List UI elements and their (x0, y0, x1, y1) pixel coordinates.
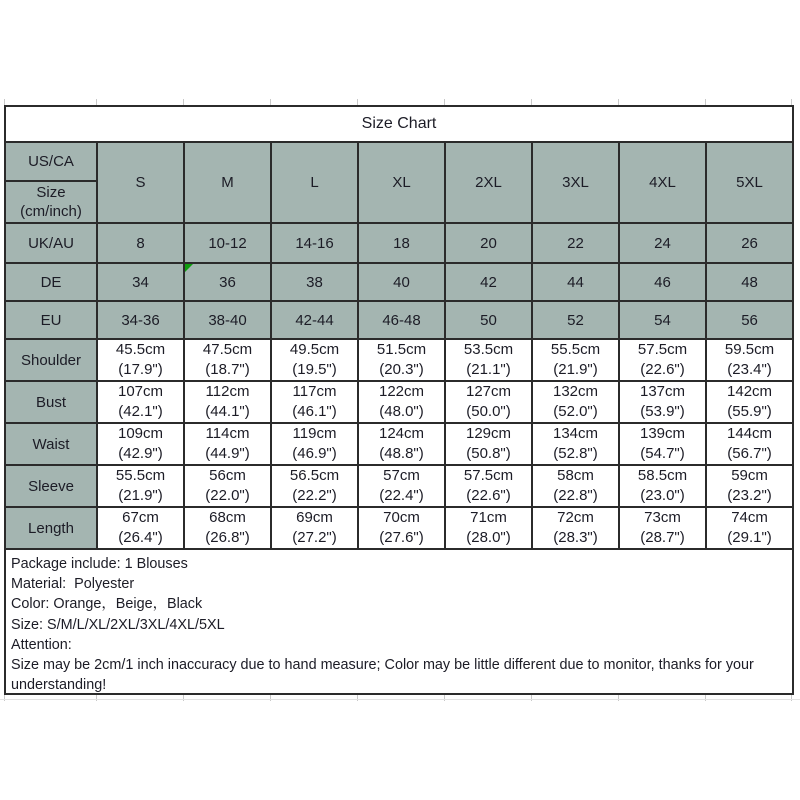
size-cell (620, 302, 707, 340)
size-cell-value: 8 (136, 234, 145, 252)
size-column-header: S (98, 143, 185, 224)
measure-cm-value: 71cm (470, 509, 507, 526)
row-label: Sleeve (6, 466, 98, 508)
size-cell-value: 52 (567, 311, 584, 329)
size-cell-value: 10-12 (208, 234, 247, 252)
measure-inch-value: (54.7") (640, 445, 685, 462)
measure-inch-value: (52.8") (553, 445, 598, 462)
measure-inch-value: (46.1") (292, 403, 337, 420)
gridline-stub (791, 695, 792, 701)
size-column-header: L (272, 143, 359, 224)
measure-inch-value: (48.8") (379, 445, 424, 462)
gridline-stub (270, 695, 271, 701)
size-cell (620, 264, 707, 302)
measure-cm-value: 56.5cm (289, 467, 340, 484)
measure-inch-value: (56.7") (727, 445, 772, 462)
measure-cell (272, 340, 359, 382)
measure-cm-value: 73cm (644, 509, 681, 526)
size-cell (446, 264, 533, 302)
measure-cm-value: 69cm (296, 509, 333, 526)
measure-cm-value: 144cm (727, 425, 773, 442)
measure-cell (533, 466, 620, 508)
row-label: Waist (6, 424, 98, 466)
measure-cell (98, 382, 185, 424)
measure-cell (185, 382, 272, 424)
measure-inch-value: (22.6") (640, 361, 685, 378)
gridline-stub (357, 695, 358, 701)
measure-cell (533, 424, 620, 466)
measure-cm-value: 47.5cm (202, 341, 253, 358)
measure-cell (707, 424, 794, 466)
row-label: Shoulder (6, 340, 98, 382)
row-label: UK/AU (6, 224, 98, 264)
corner-header-bottom (6, 182, 96, 222)
measure-cm-value: 57cm (383, 467, 420, 484)
measure-cm-value: 70cm (383, 509, 420, 526)
measure-cell (620, 424, 707, 466)
measure-cell (446, 508, 533, 550)
size-chart-table (4, 105, 794, 550)
measure-cm-value: 134cm (552, 425, 599, 442)
size-cell-value: 36 (219, 273, 236, 291)
measure-inch-value: (48.0") (379, 403, 424, 420)
measure-cell (98, 466, 185, 508)
size-cell (98, 264, 185, 302)
measure-cm-value: 57.5cm (637, 341, 688, 358)
measure-cell (446, 466, 533, 508)
note-line: Attention: (11, 636, 72, 653)
measure-inch-value: (50.8") (466, 445, 511, 462)
size-cell (98, 302, 185, 340)
product-notes-box (4, 550, 794, 695)
measure-cm-value: 137cm (639, 383, 686, 400)
measure-cm-value: 45.5cm (115, 341, 166, 358)
size-cell (446, 302, 533, 340)
size-cell-value: 50 (480, 311, 497, 329)
measure-inch-value: (52.0") (553, 403, 598, 420)
measure-cm-value: 114cm (205, 425, 250, 442)
size-cell (272, 264, 359, 302)
size-cell (446, 224, 533, 264)
size-cell-value: 40 (393, 273, 410, 291)
measure-cell (272, 508, 359, 550)
size-cell (98, 224, 185, 264)
measure-cm-value: 142cm (727, 383, 773, 400)
measure-cm-value: 53.5cm (463, 341, 514, 358)
measure-cm-value: 112cm (205, 383, 250, 400)
measure-inch-value: (22.8") (553, 487, 598, 504)
measure-inch-value: (26.8") (205, 529, 250, 546)
measure-inch-value: (27.6") (379, 529, 424, 546)
size-cell-value: 38-40 (208, 311, 247, 329)
measure-cm-value: 59cm (731, 467, 768, 484)
header-row (6, 143, 794, 224)
measure-inch-value: (22.0") (205, 487, 250, 504)
measure-cm-value: 59.5cm (724, 341, 775, 358)
size-column-header: M (185, 143, 272, 224)
measurement-row (6, 424, 794, 466)
size-column-header: 4XL (620, 143, 707, 224)
measure-cm-value: 72cm (557, 509, 594, 526)
size-cell-value: 38 (306, 273, 323, 291)
size-cell (185, 264, 272, 302)
size-cell (533, 224, 620, 264)
title-row (6, 107, 794, 143)
measure-cell (533, 382, 620, 424)
measure-inch-value: (17.9") (118, 361, 163, 378)
measure-cell (98, 340, 185, 382)
size-cell-value: 46-48 (382, 311, 421, 329)
size-cell (359, 264, 446, 302)
size-column-header: 3XL (533, 143, 620, 224)
measure-inch-value: (46.9") (292, 445, 337, 462)
measure-inch-value: (28.3") (553, 529, 598, 546)
measure-cm-value: 127cm (465, 383, 512, 400)
measurement-row (6, 508, 794, 550)
corner-header-line1: Size (36, 184, 66, 201)
measurement-row (6, 382, 794, 424)
measure-cm-value: 68cm (209, 509, 246, 526)
measure-cm-value: 124cm (378, 425, 425, 442)
row-label: Length (6, 508, 98, 550)
size-cell-value: 14-16 (295, 234, 334, 252)
size-cell (359, 302, 446, 340)
size-cell (707, 224, 794, 264)
corner-header-cell (6, 143, 98, 224)
size-cell (533, 302, 620, 340)
note-line: Size may be 2cm/1 inch inaccuracy due to hand measure; Color may be little different due to monitor, thanks for your (11, 657, 754, 674)
gridline-stub (531, 695, 532, 701)
measure-cm-value: 132cm (552, 383, 599, 400)
measure-cell (620, 508, 707, 550)
measure-cell (185, 508, 272, 550)
measure-inch-value: (42.1") (118, 403, 163, 420)
size-cell-value: 22 (567, 234, 584, 252)
size-conversion-row (6, 264, 794, 302)
size-cell (359, 224, 446, 264)
row-label: Bust (6, 382, 98, 424)
size-cell (272, 224, 359, 264)
measure-inch-value: (28.7") (640, 529, 685, 546)
measure-inch-value: (22.2") (292, 487, 337, 504)
measure-cell (185, 340, 272, 382)
measure-inch-value: (23.4") (727, 361, 772, 378)
size-column-header: XL (359, 143, 446, 224)
size-cell (533, 264, 620, 302)
size-cell (185, 302, 272, 340)
measure-inch-value: (21.9") (553, 361, 598, 378)
gridline-stub (183, 695, 184, 701)
gridline-stub (96, 695, 97, 701)
measure-inch-value: (26.4") (118, 529, 163, 546)
row-label: EU (6, 302, 98, 340)
measure-cm-value: 139cm (639, 425, 686, 442)
measure-cell (185, 466, 272, 508)
measure-cell (272, 424, 359, 466)
measure-cm-value: 122cm (378, 383, 425, 400)
measure-inch-value: (22.6") (466, 487, 511, 504)
measure-cm-value: 107cm (117, 383, 164, 400)
measure-inch-value: (50.0") (466, 403, 511, 420)
measure-inch-value: (21.1") (466, 361, 511, 378)
measure-cell (272, 466, 359, 508)
measure-inch-value: (29.1") (727, 529, 772, 546)
measure-inch-value: (19.5") (292, 361, 337, 378)
size-cell-value: 26 (741, 234, 758, 252)
measure-cm-value: 57.5cm (463, 467, 514, 484)
measure-inch-value: (20.3") (379, 361, 424, 378)
measure-inch-value: (18.7") (205, 361, 250, 378)
measure-cell (533, 508, 620, 550)
note-line: Package include: 1 Blouses (11, 556, 188, 572)
size-cell-value: 42 (480, 273, 497, 291)
note-line: Material: Polyester (11, 576, 135, 593)
measure-inch-value: (21.9") (118, 487, 163, 504)
measure-cell (446, 340, 533, 382)
size-cell (272, 302, 359, 340)
measure-cm-value: 55.5cm (550, 341, 601, 358)
measure-cell (272, 382, 359, 424)
cell-comment-marker-icon (185, 264, 193, 272)
gridline-stub (444, 695, 445, 701)
measure-cell (533, 340, 620, 382)
measure-cell (707, 508, 794, 550)
measure-cm-value: 117cm (292, 383, 337, 400)
measure-cell (185, 424, 272, 466)
corner-header-line2: (cm/inch) (20, 203, 82, 220)
size-cell-value: 18 (393, 234, 410, 252)
size-cell-value: 56 (741, 311, 758, 329)
size-cell-value: 20 (480, 234, 497, 252)
measurement-row (6, 340, 794, 382)
measure-cm-value: 58cm (557, 467, 594, 484)
measure-cm-value: 109cm (117, 425, 164, 442)
gridline-horizontal (0, 699, 800, 700)
measure-inch-value: (44.9") (205, 445, 250, 462)
measure-inch-value: (22.4") (379, 487, 424, 504)
measure-cell (620, 340, 707, 382)
measure-inch-value: (42.9") (118, 445, 163, 462)
size-cell (620, 224, 707, 264)
size-cell-value: 46 (654, 273, 671, 291)
measurement-row (6, 466, 794, 508)
row-label: DE (6, 264, 98, 302)
size-conversion-row (6, 302, 794, 340)
measure-inch-value: (44.1") (205, 403, 250, 420)
measure-cm-value: 56cm (209, 467, 246, 484)
note-line: Color: Orange，Beige，Black (11, 596, 203, 613)
size-cell-value: 54 (654, 311, 671, 329)
measure-inch-value: (23.0") (640, 487, 685, 504)
measure-cell (620, 382, 707, 424)
measure-cell (98, 508, 185, 550)
size-cell-value: 42-44 (295, 311, 334, 329)
size-cell (707, 264, 794, 302)
size-cell (707, 302, 794, 340)
note-line: Size: S/M/L/XL/2XL/3XL/4XL/5XL (11, 616, 225, 633)
measure-cell (707, 382, 794, 424)
note-line: understanding! (11, 677, 107, 694)
measure-cell (359, 508, 446, 550)
gridline-stub (4, 695, 5, 701)
measure-cm-value: 67cm (122, 509, 159, 526)
gridline-stub (705, 695, 706, 701)
measure-inch-value: (55.9") (727, 403, 772, 420)
size-cell-value: 24 (654, 234, 671, 252)
measure-cell (359, 466, 446, 508)
size-chart-title: Size Chart (6, 107, 794, 143)
corner-header-top: US/CA (6, 143, 96, 182)
measure-cell (359, 382, 446, 424)
measure-cell (446, 382, 533, 424)
size-cell (185, 224, 272, 264)
gridline-stub (618, 695, 619, 701)
measure-cell (359, 424, 446, 466)
measure-cm-value: 74cm (731, 509, 768, 526)
measure-cell (707, 466, 794, 508)
measure-cm-value: 58.5cm (637, 467, 688, 484)
measure-cell (707, 340, 794, 382)
size-cell-value: 34-36 (121, 311, 160, 329)
measure-inch-value: (27.2") (292, 529, 337, 546)
measure-cm-value: 55.5cm (115, 467, 166, 484)
size-cell-value: 48 (741, 273, 758, 291)
size-cell-value: 44 (567, 273, 584, 291)
size-cell-value: 34 (132, 273, 149, 291)
size-chart (4, 105, 794, 695)
measure-inch-value: (53.9") (640, 403, 685, 420)
measure-cm-value: 51.5cm (376, 341, 427, 358)
measure-cm-value: 49.5cm (289, 341, 340, 358)
measure-cell (98, 424, 185, 466)
measure-inch-value: (28.0") (466, 529, 511, 546)
size-column-header: 2XL (446, 143, 533, 224)
measure-inch-value: (23.2") (727, 487, 772, 504)
size-column-header: 5XL (707, 143, 794, 224)
measure-cell (446, 424, 533, 466)
measure-cm-value: 119cm (292, 425, 337, 442)
measure-cell (359, 340, 446, 382)
size-conversion-row (6, 224, 794, 264)
measure-cell (620, 466, 707, 508)
measure-cm-value: 129cm (465, 425, 512, 442)
